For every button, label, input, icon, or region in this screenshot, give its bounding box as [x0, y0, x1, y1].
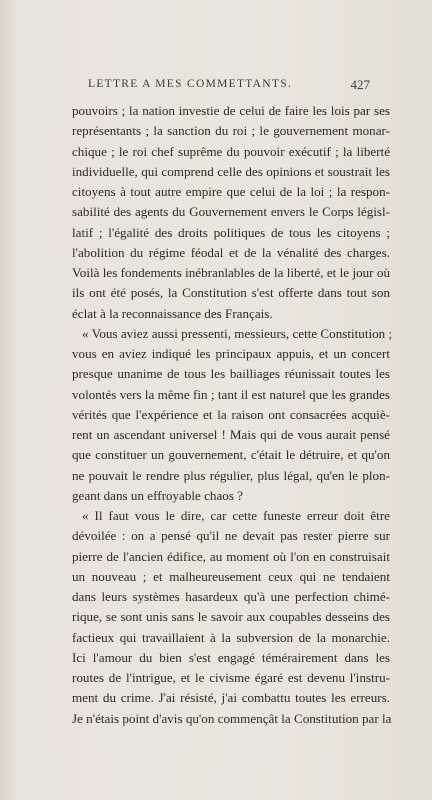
text-line: pierre de l'ancien édifice, au moment où l'on en construisait — [72, 548, 390, 564]
text-line: pouvoirs ; la nation investie de celui de faire les lois par ses — [72, 103, 390, 118]
text-line: Voilà les fondements inébranlables de la liberté, et le jour où — [72, 265, 390, 280]
text-line: ne pouvait le rendre plus régulier, plus légal, qu'en le plon- — [72, 467, 390, 483]
text-line: l'abolition du régime féodal et de la vénalité des charges. — [72, 244, 390, 260]
text-line: « Vous aviez aussi pressenti, messieurs, cette Constitution ; — [82, 325, 393, 341]
text-line: éclat à la reconnaissance des Français. — [72, 305, 273, 321]
text-line: « Il faut vous le dire, car cette funeste erreur doit être — [82, 508, 390, 523]
text-line: rent un ascendant universel ! Mais qui de vous aurait pensé — [72, 427, 390, 442]
text-line: presque unanime de tous les bailliages réunissait toutes les — [72, 366, 390, 382]
body-text — [72, 101, 393, 729]
text-line: dévoilée : on a pensé qu'il ne devait pas rester pierre sur — [72, 528, 390, 544]
text-line: représentants ; la sanction du roi ; le gouvernement monar- — [72, 123, 390, 139]
running-title: LETTRE A MES COMMETTANTS. — [88, 78, 293, 90]
text-line: volontés vers la même fin ; tant il est naturel que les grandes — [72, 386, 390, 402]
text-line: que constituer un gouvernement, c'était le détruire, et qu'on — [72, 447, 390, 463]
text-line: vérités que l'expérience et la raison ont consacrées acquiè- — [72, 406, 390, 422]
text-line: rique, se sont unis sans le savoir aux coupables desseins des — [72, 609, 390, 625]
paragraph — [72, 324, 393, 506]
text-line: ment du crime. J'ai résisté, j'ai combattu toutes les erreurs. — [72, 690, 390, 706]
text-line: factieux qui travaillaient à la subversion de la monarchie. — [72, 629, 390, 645]
text-line: ils ont été posés, la Constitution s'est offerte dans tout son — [72, 285, 390, 301]
page-header — [88, 78, 370, 94]
paragraph — [72, 101, 390, 324]
text-line: dans leurs systèmes hasardeux qu'à une perfection chimé- — [72, 589, 390, 604]
text-line: Ici l'amour du bien s'est engagé témérairement dans les — [72, 649, 390, 665]
page-number: 427 — [350, 77, 370, 92]
text-line: sabilité des agents du Gouvernement envers le Corps législ- — [72, 204, 390, 220]
text-line: citoyens à tout autre empire que celui de la loi ; la respon- — [72, 184, 390, 199]
text-line: individuelle, qui comprend celle des opinions et soustrait les — [72, 163, 390, 179]
text-line: geant dans un effroyable chaos ? — [72, 487, 243, 503]
text-line: Je n'étais point d'avis qu'on commençât la Constitution par la — [72, 710, 392, 726]
paragraph — [72, 506, 390, 729]
text-line: vous en aviez indiqué les principaux appuis, et un concert — [72, 346, 390, 361]
text-line: chique ; le roi chef suprême du pouvoir exécutif ; la liberté — [72, 143, 390, 159]
text-line: routes de l'intrigue, et le civisme égaré est devenu l'instru- — [72, 670, 390, 685]
text-line: un nouveau ; et malheureusement ceux qui ne tendaient — [72, 568, 390, 584]
text-line: latif ; l'égalité des droits politiques de tous les citoyens ; — [72, 224, 390, 240]
